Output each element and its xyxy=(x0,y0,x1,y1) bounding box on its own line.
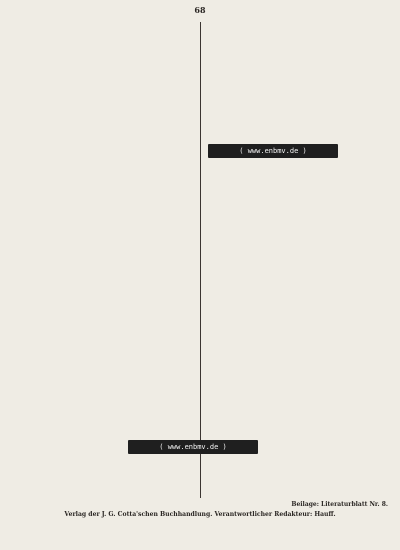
supplement-note: Beilage: Literaturblatt Nr. 8. xyxy=(291,501,388,508)
page-number: 68 xyxy=(194,5,206,15)
watermark-banner: ( www.enbmv.de ) xyxy=(128,440,258,454)
right-column xyxy=(206,22,388,498)
column-divider xyxy=(200,22,201,498)
text-columns xyxy=(12,22,388,498)
left-column xyxy=(12,22,194,498)
watermark-banner: ( www.enbmv.de ) xyxy=(208,144,338,158)
publisher-line: Verlag der J. G. Cotta'schen Buchhandlung. Verantwortlicher Redakteur: Hauff. xyxy=(64,511,336,518)
